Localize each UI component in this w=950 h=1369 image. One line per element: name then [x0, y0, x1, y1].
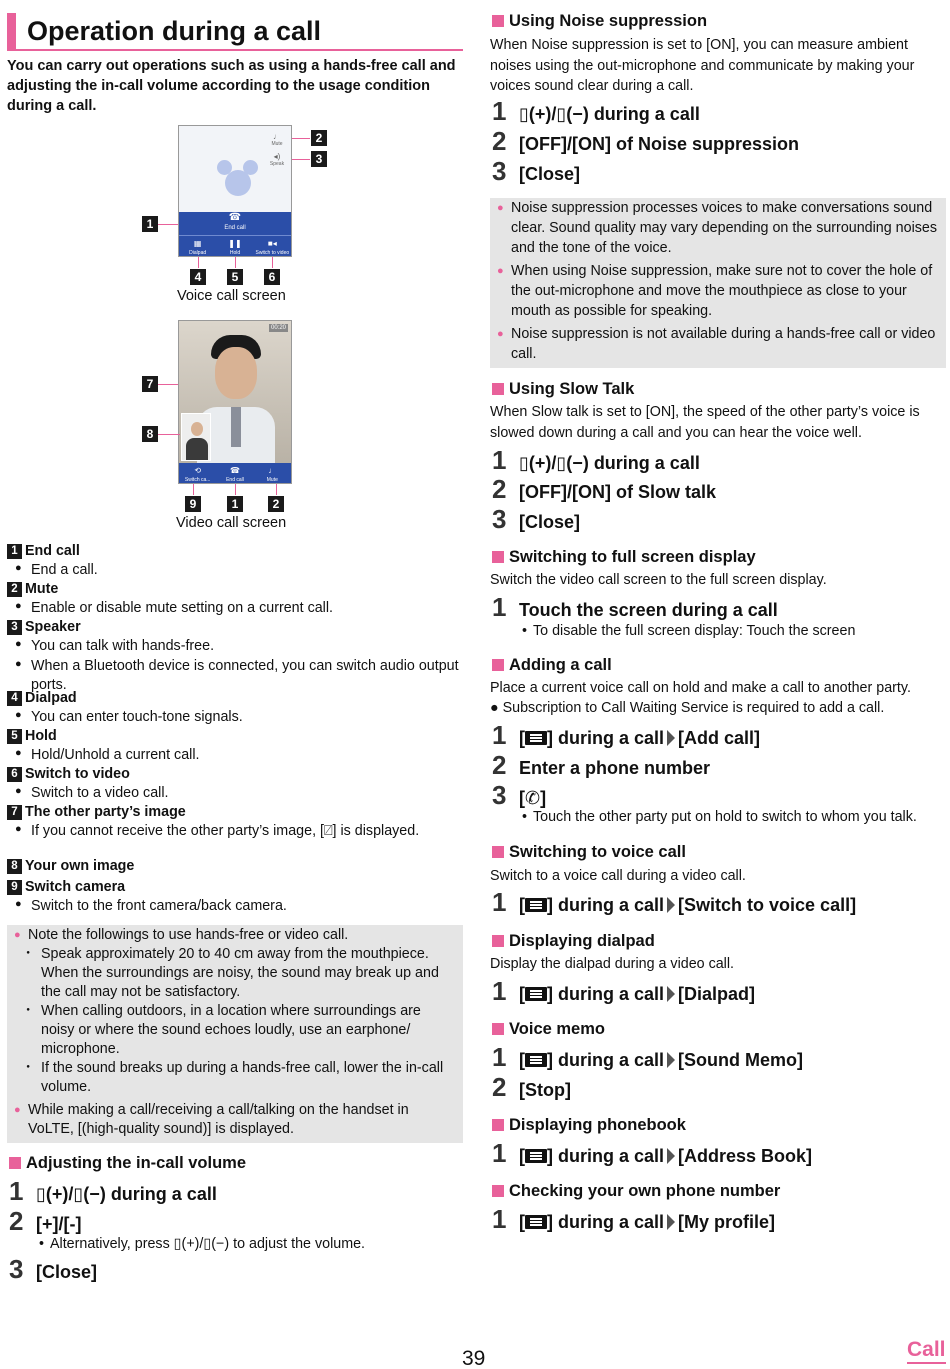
addcall-bullet: ● Subscription to Call Waiting Service is required to add a call.	[490, 700, 885, 716]
legend-term: Switch to video	[25, 766, 130, 782]
legend-number: 6	[7, 767, 22, 782]
switch-camera-control	[179, 463, 216, 484]
step-text: [✆]	[519, 788, 547, 808]
step-text-part: [My profile]	[678, 1212, 776, 1232]
noise-heading: Using Noise suppression	[509, 12, 708, 30]
callout-2: 2	[268, 496, 284, 512]
legend-number: 1	[7, 544, 22, 559]
addcall-section-heading	[492, 654, 612, 676]
step-text-part: [Switch to voice call]	[678, 895, 857, 915]
slow-description: When Slow talk is set to [ON], the speed of the other party’s voice is slowed down during a call and you can hear the voice well.	[490, 404, 920, 441]
addcall-description: Place a current voice call on hold and make a call to another party.	[490, 680, 911, 696]
step-text: [OFF]/[ON] of Noise suppression	[519, 134, 800, 154]
legend-term: Speaker	[25, 619, 81, 635]
bracket-open: [	[519, 1212, 525, 1232]
arrow-right-icon	[667, 897, 675, 913]
speaker-label: Speak	[269, 161, 285, 167]
pause-icon: ❚❚	[228, 239, 242, 248]
volume-step-1	[9, 1178, 217, 1207]
step-text: [Close]	[519, 512, 581, 532]
addcall-step-3	[492, 782, 546, 811]
step-number: 1	[492, 592, 507, 622]
legend-list	[7, 542, 463, 916]
step-text-part: ] during a call	[547, 1050, 665, 1070]
dialpad-label: Dialpad	[189, 249, 207, 256]
legend-desc: ● Switch to the front camera/back camera.	[7, 897, 463, 916]
speaker-control	[267, 152, 287, 170]
arrow-right-icon	[667, 1052, 675, 1068]
legend-number: 3	[7, 620, 22, 635]
end-call-label: End call	[224, 225, 246, 231]
voicecall-heading: Switching to voice call	[509, 843, 686, 861]
step-text: ▯(+)/▯(−) during a call	[519, 453, 700, 473]
video-mute-control	[254, 463, 291, 484]
ownnumber-section-heading	[492, 1180, 780, 1202]
video-mute-label: Mute	[266, 476, 278, 483]
dialpad-section-heading	[492, 930, 655, 952]
mute-control	[267, 132, 287, 150]
legend-item	[7, 542, 463, 580]
voicecall-section-heading	[492, 841, 686, 863]
legend-number: 2	[7, 582, 22, 597]
step-number: 1	[492, 1138, 507, 1168]
menu-icon	[525, 1053, 547, 1067]
voicecall-description: Switch to a voice call during a video call.	[490, 868, 746, 884]
character-avatar	[216, 158, 256, 198]
volume-step-note: • Alternatively, press ▯(+)/▯(−) to adjust the volume.	[34, 1235, 365, 1254]
menu-icon	[525, 898, 547, 912]
callout-8: 8	[142, 426, 158, 442]
leader-line	[292, 159, 310, 160]
callout-2: 2	[311, 130, 327, 146]
noise-step-1	[492, 98, 700, 127]
microphone-icon: ♩	[268, 466, 277, 475]
legend-desc: ● End a call.	[7, 561, 463, 580]
step-text: [Close]	[519, 164, 581, 184]
camera-icon: ■◂	[267, 239, 277, 248]
legend-number: 7	[7, 805, 22, 820]
handset-icon: ☎	[228, 212, 242, 223]
step-text-part: ] during a call	[547, 895, 665, 915]
leader-line	[235, 257, 236, 268]
arrow-right-icon	[667, 986, 675, 1002]
step-number: 1	[492, 1042, 507, 1072]
legend-item	[7, 580, 463, 618]
voicecall-step-1	[492, 889, 856, 918]
slow-heading: Using Slow Talk	[509, 380, 635, 398]
leader-line	[292, 138, 310, 139]
addcall-step-2	[492, 752, 710, 781]
step-text-part: ] during a call	[547, 984, 665, 1004]
leader-line	[158, 224, 178, 225]
legend-term: The other party’s image	[25, 804, 186, 820]
callout-3: 3	[311, 151, 327, 167]
section-marker	[492, 846, 504, 858]
step-number: 3	[492, 780, 507, 810]
call-timer: 00:20	[270, 325, 286, 331]
note-sub-item: ・ When calling outdoors, in a location where surroundings are noisy or where the sound echoes loudly, use an earphone/ microphone.	[7, 1002, 457, 1059]
legend-item	[7, 727, 463, 765]
legend-item	[7, 803, 463, 857]
step-text	[519, 725, 760, 751]
volume-step-2	[9, 1208, 81, 1237]
leader-line	[198, 257, 199, 268]
section-marker	[492, 1185, 504, 1197]
section-marker	[492, 551, 504, 563]
section-marker	[492, 659, 504, 671]
phonebook-step-1	[492, 1140, 812, 1169]
arrow-right-icon	[667, 730, 675, 746]
legend-desc: ● You can talk with hands-free.	[7, 637, 463, 656]
page-title-block	[7, 13, 463, 51]
legend-number: 9	[7, 880, 22, 895]
addcall-bullet-text: Subscription to Call Waiting Service is required to add a call.	[502, 700, 885, 716]
step-number: 3	[9, 1254, 24, 1284]
leader-line	[235, 484, 236, 495]
legend-term: Mute	[25, 581, 59, 597]
step-text	[519, 892, 856, 918]
step-text: [Close]	[36, 1262, 98, 1282]
step-number: 2	[492, 750, 507, 780]
step-number: 2	[492, 1072, 507, 1102]
bracket-open: [	[519, 984, 525, 1004]
note-item: ● When using Noise suppression, make sure not to cover the hole of the out-microphone and move the mouthpiece as close to your mouth as possible for speaking.	[490, 261, 940, 321]
step-number: 2	[492, 474, 507, 504]
note-item: ● While making a call/receiving a call/talking on the handset in VoLTE, [(high-quality sound)] is displayed.	[7, 1101, 457, 1139]
handset-icon: ☎	[230, 466, 240, 475]
volume-step-3	[9, 1256, 97, 1285]
fullscreen-description: Switch the video call screen to the full screen display.	[490, 572, 827, 588]
step-number: 2	[9, 1206, 24, 1236]
video-end-call-control	[216, 463, 253, 484]
noise-note-box	[490, 198, 946, 368]
legend-desc: ● Hold/Unhold a current call.	[7, 746, 463, 765]
leader-line	[272, 257, 273, 268]
hands-free-note-box	[7, 925, 463, 1143]
slow-step-3	[492, 506, 580, 535]
callout-6: 6	[264, 269, 280, 285]
legend-desc: ● Switch to a video call.	[7, 784, 463, 803]
arrow-right-icon	[667, 1214, 675, 1230]
legend-desc: ● If you cannot receive the other party’s image, [⍁] is displayed.	[7, 822, 463, 841]
section-marker	[492, 935, 504, 947]
phonebook-heading: Displaying phonebook	[509, 1116, 686, 1134]
step-number: 2	[492, 126, 507, 156]
section-marker	[492, 1119, 504, 1131]
bracket-open: [	[519, 895, 525, 915]
step-number: 1	[492, 720, 507, 750]
step-number: 1	[9, 1176, 24, 1206]
slow-step-2	[492, 476, 716, 505]
addcall-step-note: • Touch the other party put on hold to switch to whom you talk.	[517, 808, 917, 827]
legend-number: 5	[7, 729, 22, 744]
section-marker	[492, 15, 504, 27]
step-number: 1	[492, 887, 507, 917]
step-number: 1	[492, 976, 507, 1006]
switch-camera-icon: ⟲	[194, 466, 202, 475]
video-call-caption: Video call screen	[176, 515, 287, 531]
memo-section-heading	[492, 1018, 605, 1040]
step-number: 3	[492, 156, 507, 186]
section-marker	[492, 1023, 504, 1035]
step-number: 1	[492, 445, 507, 475]
step-text: [OFF]/[ON] of Slow talk	[519, 482, 716, 502]
page-title: Operation during a call	[27, 16, 322, 46]
voice-call-caption: Voice call screen	[177, 288, 286, 304]
voice-call-screenshot	[178, 125, 292, 257]
step-text-part: [Dialpad]	[678, 984, 756, 1004]
callout-5: 5	[227, 269, 243, 285]
step-text-part: ] during a call	[547, 728, 665, 748]
legend-number: 8	[7, 859, 22, 874]
step-text: ▯(+)/▯(−) during a call	[519, 104, 700, 124]
note-sub-item: ・ Speak approximately 20 to 40 cm away from the mouthpiece. When the surroundings are noisy, the sound may break up and the call may not be satisfactory.	[7, 945, 457, 1002]
mute-label: Mute	[271, 141, 283, 147]
hold-label: Hold	[229, 249, 241, 256]
step-number: 1	[492, 1204, 507, 1234]
addcall-step-1	[492, 722, 760, 751]
volume-heading: Adjusting the in-call volume	[26, 1154, 247, 1172]
step-number: 3	[492, 504, 507, 534]
menu-icon	[525, 731, 547, 745]
legend-term: Dialpad	[25, 690, 77, 706]
noise-description: When Noise suppression is set to [ON], you can measure ambient noises using the out-microphone and communicate by making your voices sound clear during a call.	[490, 37, 915, 94]
switch-video-label: Switch to video	[255, 249, 290, 256]
bracket-open: [	[519, 1050, 525, 1070]
switch-camera-label: Switch ca...	[184, 476, 211, 483]
phonebook-section-heading	[492, 1114, 686, 1136]
video-bottom-bar	[179, 463, 291, 484]
end-call-bar	[179, 212, 291, 235]
legend-item	[7, 618, 463, 693]
step-text	[519, 981, 755, 1007]
legend-item	[7, 878, 463, 916]
leader-line	[276, 484, 277, 495]
memo-step-1	[492, 1044, 803, 1073]
legend-term: Switch camera	[25, 879, 126, 895]
step-text	[519, 1143, 812, 1169]
step-number: 1	[492, 96, 507, 126]
bracket-open: [	[519, 728, 525, 748]
step-text-part: [Add call]	[678, 728, 761, 748]
fullscreen-heading: Switching to full screen display	[509, 548, 756, 566]
ownnumber-heading: Checking your own phone number	[509, 1182, 781, 1200]
note-item: ● Note the followings to use hands-free or video call.	[7, 926, 457, 945]
step-text	[519, 1047, 803, 1073]
video-call-screenshot	[178, 320, 292, 484]
menu-icon	[525, 1149, 547, 1163]
step-text: Touch the screen during a call	[519, 600, 778, 620]
legend-term: Your own image	[25, 858, 135, 874]
callout-1: 1	[227, 496, 243, 512]
microphone-icon: ♩	[273, 132, 281, 141]
legend-desc: ● When a Bluetooth device is connected, you can switch audio output ports.	[7, 657, 463, 696]
dialpad-control	[179, 236, 216, 257]
slow-section-heading	[492, 378, 634, 400]
dialpad-icon: ▦	[193, 239, 202, 248]
callout-4: 4	[190, 269, 206, 285]
video-end-call-label: End call	[226, 476, 244, 483]
legend-term: End call	[25, 543, 80, 559]
switch-video-control	[254, 236, 291, 257]
step-text-part: ] during a call	[547, 1146, 665, 1166]
page-number: 39	[462, 1347, 486, 1369]
fullscreen-section-heading	[492, 546, 756, 568]
section-marker	[492, 383, 504, 395]
legend-item	[7, 857, 463, 878]
hold-control	[216, 236, 253, 257]
leader-line	[193, 484, 194, 495]
step-text	[519, 1209, 775, 1235]
own-image	[181, 413, 211, 461]
fullscreen-step-1	[492, 594, 778, 623]
noise-step-3	[492, 158, 580, 187]
dialpad-step-1	[492, 978, 755, 1007]
noise-section-heading	[492, 10, 707, 32]
fullscreen-step-note: • To disable the full screen display: Touch the screen	[517, 622, 855, 641]
menu-icon	[525, 1215, 547, 1229]
slow-step-1	[492, 447, 700, 476]
legend-desc: ● Enable or disable mute setting on a current call.	[7, 599, 463, 618]
callout-7: 7	[142, 376, 158, 392]
step-text: Enter a phone number	[519, 758, 711, 778]
legend-term: Hold	[25, 728, 57, 744]
memo-step-2	[492, 1074, 571, 1103]
addcall-heading: Adding a call	[509, 656, 612, 674]
menu-icon	[525, 987, 547, 1001]
memo-heading: Voice memo	[509, 1020, 605, 1038]
leader-line	[158, 384, 178, 385]
dialpad-description: Display the dialpad during a video call.	[490, 956, 734, 972]
note-item: ● Noise suppression processes voices to make conversations sound clear. Sound quality may vary depending on the surrounding noises and the tone of the voice.	[490, 198, 940, 258]
callout-9: 9	[185, 496, 201, 512]
step-text: ▯(+)/▯(−) during a call	[36, 1184, 217, 1204]
step-text: [Stop]	[519, 1080, 571, 1100]
callout-1: 1	[142, 216, 158, 232]
voice-bottom-bar	[179, 235, 291, 257]
note-item: ● Noise suppression is not available during a hands-free call or video call.	[490, 324, 940, 364]
dialpad-heading: Displaying dialpad	[509, 932, 655, 950]
noise-step-2	[492, 128, 799, 157]
bracket-open: [	[519, 1146, 525, 1166]
leader-line	[158, 434, 180, 435]
intro-text: You can carry out operations such as using a hands-free call and adjusting the in-call volume according to the usage condition during a call.	[7, 58, 456, 114]
speaker-icon: ◂)	[273, 152, 281, 161]
step-text-part: [Sound Memo]	[678, 1050, 804, 1070]
ownnumber-step-1	[492, 1206, 775, 1235]
note-sub-item: ・ If the sound breaks up during a hands-free call, lower the in-call volume.	[7, 1059, 457, 1097]
legend-number: 4	[7, 691, 22, 706]
step-text-part: ] during a call	[547, 1212, 665, 1232]
step-text: [+]/[-]	[36, 1214, 82, 1234]
step-text-part: [Address Book]	[678, 1146, 813, 1166]
section-marker	[9, 1157, 21, 1169]
volume-section-heading	[9, 1152, 246, 1174]
section-tag-link[interactable]: Call	[907, 1338, 946, 1364]
legend-item	[7, 765, 463, 803]
arrow-right-icon	[667, 1148, 675, 1164]
legend-desc: ● You can enter touch-tone signals.	[7, 708, 463, 727]
